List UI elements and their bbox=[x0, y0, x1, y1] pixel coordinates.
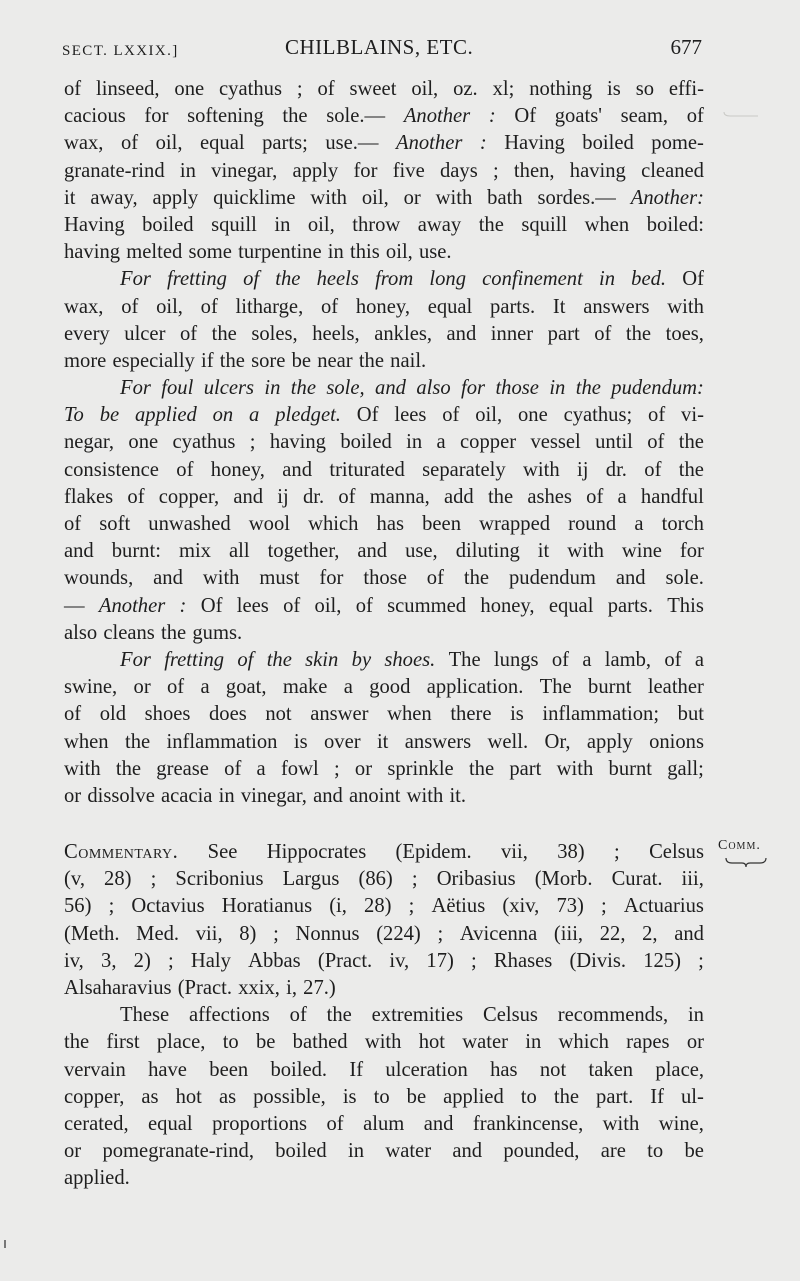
text-line: To be applied on a pledget. Of lees of oil, one cyathus; of vi- bbox=[64, 404, 704, 427]
text-line: granate-rind in vinegar, apply for five days ; then, having cleaned bbox=[64, 159, 704, 182]
text-line: wax, of oil, equal parts; use.— Another : Having boiled pome- bbox=[64, 132, 704, 155]
text-line: it away, apply quicklime with oil, or with bath sordes.— Another: bbox=[64, 186, 704, 209]
page-number: 677 bbox=[670, 35, 702, 59]
text-line: Alsaharavius (Pract. xxix, i, 27.) bbox=[64, 977, 336, 999]
margin-note-commentary: Comm. bbox=[718, 838, 761, 853]
text-line: when the inflammation is over it answers well. Or, apply onions bbox=[64, 730, 704, 753]
text-line: or pomegranate-rind, boiled in water and pounded, are to be bbox=[64, 1140, 704, 1163]
text-line: Commentary. See Hippocrates (Epidem. vii, 38) ; Celsus bbox=[64, 841, 704, 864]
text-line: 56) ; Octavius Horatianus (i, 28) ; Aëtius (xiv, 73) ; Actuarius bbox=[64, 895, 704, 918]
text-line: wounds, and with must for those of the pudendum and sole. bbox=[64, 567, 704, 590]
text-line: copper, as hot as possible, is to be applied to the part. If ul- bbox=[64, 1085, 704, 1108]
text-line: of soft unwashed wool which has been wrapped round a torch bbox=[64, 513, 704, 535]
text-line: also cleans the gums. bbox=[64, 621, 243, 644]
text-line: flakes of copper, and ij dr. of manna, add the ashes of a handful bbox=[64, 485, 704, 508]
text-line: cacious for softening the sole.— Another : Of goats' seam, of bbox=[64, 105, 704, 128]
text-line: — Another : Of lees of oil, of scummed honey, equal parts. This bbox=[64, 594, 704, 617]
text-line: more especially if the sore be near the nail. bbox=[64, 349, 427, 372]
text-line: the first place, to be bathed with hot water in which rapes or bbox=[64, 1031, 704, 1054]
show-through-brace-icon bbox=[722, 96, 766, 118]
text-line: of old shoes does not answer when there is inflammation; but bbox=[64, 703, 704, 726]
text-line: For fretting of the skin by shoes. The lungs of a lamb, of a bbox=[120, 648, 704, 671]
text-line: wax, of oil, of litharge, of honey, equal parts. It answers with bbox=[64, 295, 704, 318]
text-line: every ulcer of the soles, heels, ankles, and inner part of the toes, bbox=[64, 322, 704, 345]
section-label: SECT. LXXIX.] bbox=[62, 43, 179, 59]
text-line: with the grease of a fowl ; or sprinkle the part with burnt gall; bbox=[64, 757, 704, 780]
text-line: vervain have been boiled. If ulceration has not taken place, bbox=[64, 1058, 704, 1081]
margin-brace-icon bbox=[724, 856, 768, 868]
body-text bbox=[64, 76, 704, 1193]
text-line: applied. bbox=[64, 1167, 130, 1190]
text-line: and burnt: mix all together, and use, diluting it with wine for bbox=[64, 540, 704, 563]
text-line: (Meth. Med. vii, 8) ; Nonnus (224) ; Avicenna (iii, 22, 2, and bbox=[64, 922, 704, 945]
page-edge-mark bbox=[4, 1240, 6, 1248]
text-line: iv, 3, 2) ; Haly Abbas (Pract. iv, 17) ; Rhases (Divis. 125) ; bbox=[64, 949, 704, 972]
text-line: Having boiled squill in oil, throw away the squill when boiled: bbox=[64, 213, 704, 236]
text-line: For fretting of the heels from long confinement in bed. Of bbox=[120, 268, 704, 291]
text-line: having melted some turpentine in this oil, use. bbox=[64, 241, 452, 264]
text-line: negar, one cyathus ; having boiled in a copper vessel until of the bbox=[64, 431, 704, 454]
text-line: consistence of honey, and triturated separately with ij dr. of the bbox=[64, 458, 704, 481]
text-line: For foul ulcers in the sole, and also for those in the pudendum: bbox=[120, 377, 704, 400]
running-title: CHILBLAINS, ETC. bbox=[285, 35, 474, 59]
text-line: swine, or of a goat, make a good application. The burnt leather bbox=[64, 676, 704, 699]
running-header bbox=[62, 34, 702, 60]
text-line: (v, 28) ; Scribonius Largus (86) ; Oribasius (Morb. Curat. iii, bbox=[64, 868, 704, 891]
text-line: These affections of the extremities Celsus recommends, in bbox=[120, 1004, 704, 1027]
text-line: or dissolve acacia in vinegar, and anoint with it. bbox=[64, 784, 467, 807]
text-line: of linseed, one cyathus ; of sweet oil, oz. xl; nothing is so effi- bbox=[64, 78, 704, 100]
text-line: cerated, equal proportions of alum and frankincense, with wine, bbox=[64, 1112, 704, 1135]
